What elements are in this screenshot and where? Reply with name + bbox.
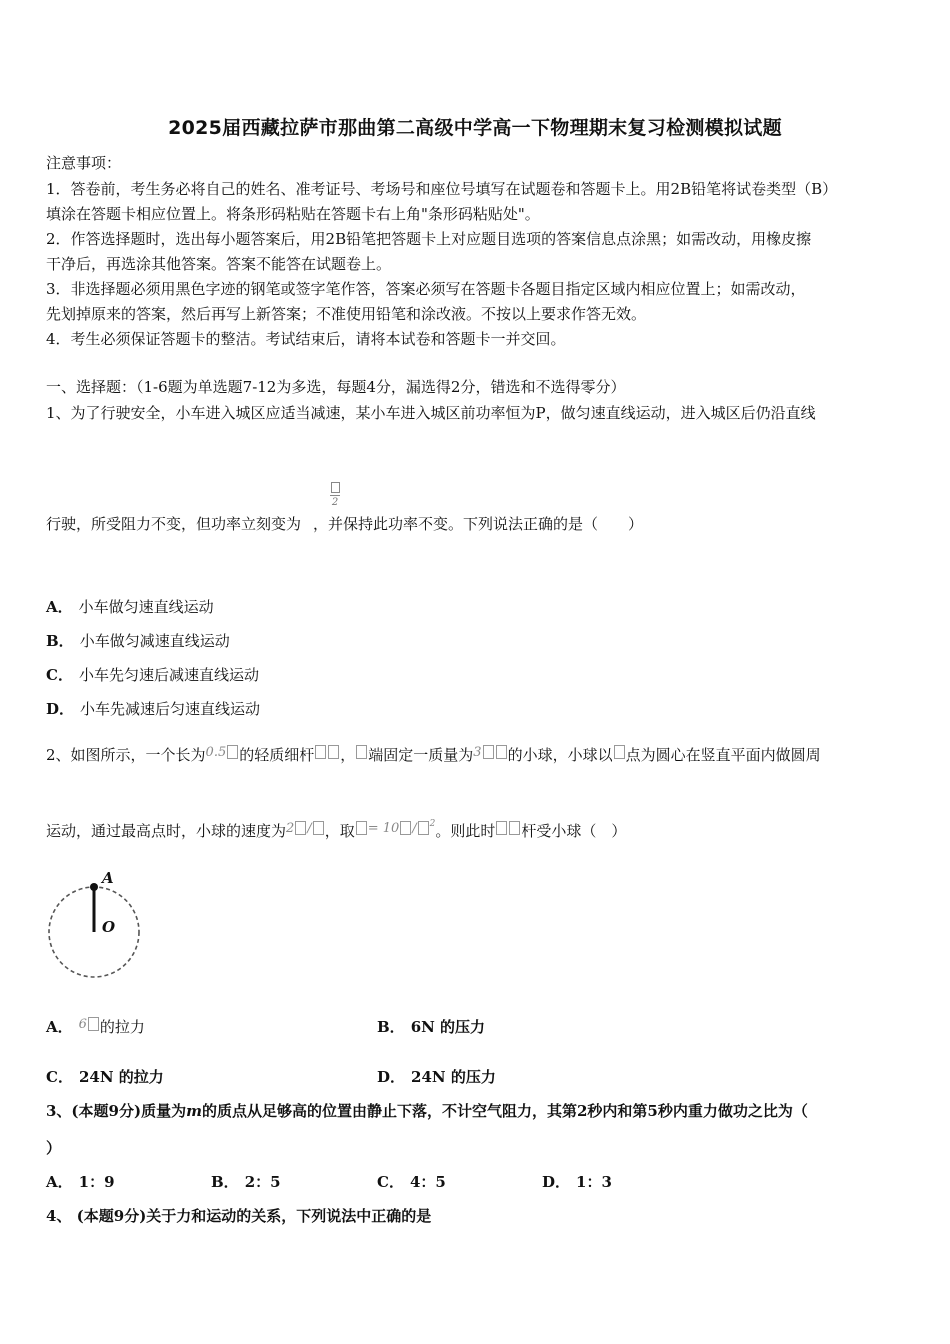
section-heading: 一、选择题：（1-6题为单选题7-12为多选，每题4分，漏选得2分，错选和不选得零分） bbox=[46, 378, 626, 396]
q2-circle-figure bbox=[44, 866, 148, 984]
missing-glyph-box bbox=[496, 745, 507, 759]
q2-text: ， bbox=[340, 746, 356, 764]
option-label: A． bbox=[46, 1018, 73, 1036]
q4-stem-line1: 4、 (本题9分)关于力和运动的关系，下列说法中正确的是 bbox=[46, 1207, 432, 1225]
q3-option-b[interactable] bbox=[211, 1171, 281, 1192]
q1-option-b[interactable] bbox=[46, 630, 230, 651]
point-o-label: O bbox=[102, 918, 116, 936]
option-text: 1：9 bbox=[78, 1173, 115, 1191]
option-text: 小车先减速后匀速直线运动 bbox=[80, 700, 261, 718]
missing-glyph-box bbox=[418, 821, 429, 835]
notice-line: 3．非选择题必须用黑色字迹的钢笔或签字笔作答，答案必须写在答题卡各题目指定区域内相应位置上；如需改动， bbox=[46, 280, 806, 298]
notice-heading: 注意事项： bbox=[46, 154, 122, 172]
option-label: A． bbox=[46, 1173, 73, 1191]
option-label: B． bbox=[46, 632, 74, 650]
option-text: 6N 的压力 bbox=[410, 1018, 486, 1036]
q1-stem-line2 bbox=[46, 513, 643, 534]
q1-option-d[interactable] bbox=[46, 698, 260, 719]
q2-option-c[interactable] bbox=[46, 1066, 164, 1087]
option-text: 2：5 bbox=[244, 1173, 281, 1191]
notice-line: 2．作答选择题时，选出每小题答案后，用2B铅笔把答题卡上对应题目选项的答案信息点涂黑；如需改动，用橡皮擦 bbox=[46, 230, 812, 248]
q2-option-d[interactable] bbox=[377, 1066, 496, 1087]
q1-fraction bbox=[330, 482, 340, 508]
missing-glyph-box bbox=[400, 821, 411, 835]
q2-text: 端固定一质量为 bbox=[368, 746, 474, 764]
q2-option-a[interactable] bbox=[46, 1016, 145, 1037]
missing-glyph-box bbox=[356, 745, 367, 759]
q3-stem-line2: ） bbox=[46, 1139, 62, 1157]
q1-fraction-denominator: 2 bbox=[331, 497, 339, 508]
missing-glyph-box bbox=[356, 821, 367, 835]
option-label: C． bbox=[46, 666, 73, 684]
option-text: 小车先匀速后减速直线运动 bbox=[78, 666, 259, 684]
missing-glyph-box bbox=[331, 482, 340, 493]
q2-math: / bbox=[412, 821, 417, 836]
option-text: 4：5 bbox=[409, 1173, 446, 1191]
q2-math: 2 bbox=[429, 819, 436, 829]
q2-math: / bbox=[307, 821, 312, 836]
option-text: 24N 的拉力 bbox=[78, 1068, 164, 1086]
option-label: D． bbox=[377, 1068, 406, 1086]
missing-glyph-box bbox=[295, 821, 306, 835]
q1-stem-text: 行驶，所受阻力不变，但功率立刻变为 bbox=[46, 515, 302, 533]
q2-text: 2、如图所示，一个长为 bbox=[46, 746, 206, 764]
option-text: 小车做匀速直线运动 bbox=[78, 598, 214, 616]
missing-glyph-box bbox=[328, 745, 339, 759]
q2-math: 2 bbox=[286, 821, 295, 836]
q2-text: 的轻质细杆 bbox=[239, 746, 315, 764]
option-text: 的拉力 bbox=[99, 1018, 145, 1036]
missing-glyph-box bbox=[88, 1017, 99, 1031]
option-label: C． bbox=[46, 1068, 73, 1086]
q1-option-c[interactable] bbox=[46, 664, 259, 685]
q3-text: 的质点从足够高的位置由静止下落，不计空气阻力，其第2秒内和第5秒内重力做功之比为（ bbox=[201, 1102, 808, 1120]
q2-text: 点为圆心在竖直平面内做圆周 bbox=[625, 746, 821, 764]
missing-glyph-box bbox=[315, 745, 326, 759]
notice-line: 先划掉原来的答案，然后再写上新答案；不准使用铅笔和涂改液。不按以上要求作答无效。 bbox=[46, 305, 647, 323]
q3-option-d[interactable] bbox=[542, 1171, 612, 1192]
option-text: 24N 的压力 bbox=[411, 1068, 496, 1086]
missing-glyph-box bbox=[483, 745, 494, 759]
missing-glyph-box bbox=[614, 745, 625, 759]
option-label: C． bbox=[377, 1173, 404, 1191]
q2-option-b[interactable] bbox=[377, 1016, 485, 1037]
option-label: D． bbox=[46, 700, 75, 718]
page-title: 2025届西藏拉萨市那曲第二高级中学高一下物理期末复习检测模拟试题 bbox=[168, 117, 782, 139]
q3-option-c[interactable] bbox=[377, 1171, 446, 1192]
q2-text: 运动，通过最高点时，小球的速度为 bbox=[46, 822, 287, 840]
notice-line: 干净后，再选涂其他答案。答案不能答在试题卷上。 bbox=[46, 255, 392, 273]
q2-stem-line2 bbox=[46, 820, 626, 841]
option-label: B． bbox=[377, 1018, 405, 1036]
missing-glyph-box bbox=[509, 821, 520, 835]
q2-math: 3 bbox=[473, 745, 482, 760]
q2-math: 0.5 bbox=[205, 745, 227, 760]
q1-option-a[interactable] bbox=[46, 596, 214, 617]
missing-glyph-box bbox=[496, 821, 507, 835]
ball bbox=[90, 883, 98, 891]
q2-text: ，取 bbox=[324, 822, 355, 840]
option-math: 6 bbox=[78, 1017, 87, 1032]
q2-text: 的小球，小球以 bbox=[507, 746, 613, 764]
q3-stem-line1 bbox=[46, 1100, 808, 1121]
point-a-label: A bbox=[102, 869, 114, 887]
notice-line: 1．答卷前，考生务必将自己的姓名、准考证号、考场号和座位号填写在试题卷和答题卡上。用2B铅笔将试卷类型（B） bbox=[46, 180, 838, 198]
q2-math: = 10 bbox=[367, 821, 400, 836]
missing-glyph-box bbox=[313, 821, 324, 835]
q3-text: 3、(本题9分)质量为 bbox=[46, 1102, 187, 1120]
option-text: 小车做匀减速直线运动 bbox=[79, 632, 230, 650]
option-label: D． bbox=[542, 1173, 571, 1191]
q1-stem-line1: 1、为了行驶安全，小车进入城区应适当减速，某小车进入城区前功率恒为P，做匀速直线运动，进入城区后仍沿直线 bbox=[46, 404, 816, 422]
q3-math: m bbox=[186, 1102, 202, 1120]
q2-stem-line1 bbox=[46, 744, 821, 765]
notice-line: 填涂在答题卡相应位置上。将条形码粘贴在答题卡右上角"条形码粘贴处"。 bbox=[46, 205, 540, 223]
notice-line: 4．考生必须保证答题卡的整洁。考试结束后，请将本试卷和答题卡一并交回。 bbox=[46, 330, 566, 348]
option-text: 1：3 bbox=[576, 1173, 612, 1191]
option-label: B． bbox=[211, 1173, 239, 1191]
option-label: A． bbox=[46, 598, 73, 616]
q2-text: 。则此时 bbox=[435, 822, 496, 840]
q1-stem-text: ，并保持此功率不变。下列说法正确的是（ ） bbox=[313, 515, 644, 533]
missing-glyph-box bbox=[227, 745, 238, 759]
q2-text: 杆受小球（ ） bbox=[521, 822, 627, 840]
q3-option-a[interactable] bbox=[46, 1171, 115, 1192]
